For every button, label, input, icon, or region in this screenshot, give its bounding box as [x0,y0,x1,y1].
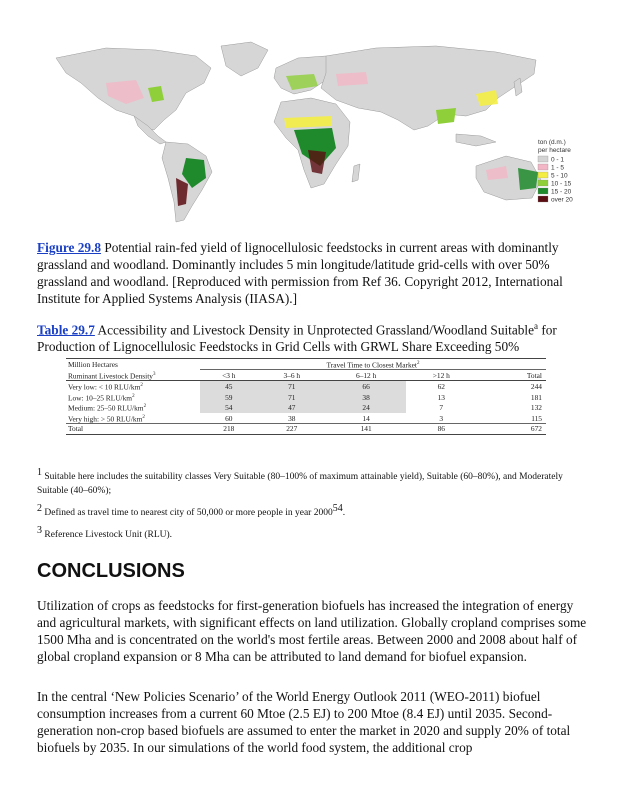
table-row [66,381,546,392]
table-cell: 244 [530,382,542,392]
legend-title-1: ton (d.m.) [538,139,566,146]
table-cell: 45 [200,381,258,392]
table-cell: 54 [200,402,258,412]
row-label: Very low: < 10 RLU/$km^2$ [68,382,143,392]
table-cell: 62 [437,382,445,392]
table-cell: 71 [258,392,326,402]
row-label: Medium: 25–50 RLU/$km^2$ [68,403,147,413]
col-header: <3 h [222,370,236,380]
table-cell: 672 [530,424,542,434]
table-cell: 60 [225,413,233,423]
section-heading: CONCLUSIONS [37,560,185,582]
row-label: Very high: > 50 RLU/$km^2$ [68,414,145,424]
table-caption [37,318,585,355]
legend-label: 0 - 1 [551,156,565,164]
legend-swatch [538,164,548,170]
col-header: 3–6 h [283,370,301,380]
paragraph-2: In the central ‘New Policies Scenario’ of the World Energy Outlook 2011 (WEO-2011) biofuel consumption increases from a current 60 Mtoe (2.5 EJ) to 200 Mtoe (8.4 EJ) until 2035. Second-generation non-crop based biofuels are assumed to enter the market in 2020 and supply 20% of total biofuels by 2035. In our simulations of the world food system, the additional crop [37,689,571,755]
legend-title-2: per hectare [538,147,571,154]
map-legend [538,139,573,204]
legend-swatch [538,196,548,202]
legend-swatch [538,156,548,162]
footnote-2: $^2$ Defined as travel time to nearest city of 50,000 or more people in year 2000$^{54}$. [37,503,346,519]
table-row [66,392,546,402]
legend-label: 1 - 5 [551,164,565,172]
row-header: Ruminant Livestock Density [68,371,153,381]
table-cell: 14 [362,413,370,423]
col-header: >12 h [432,370,450,380]
table-caption-text-1: Accessibility and Livestock Density in Unprotected Grassland/Woodland Suitable [94,322,535,338]
table-cell: 47 [258,402,326,412]
figure-link[interactable]: Figure 29.8 [37,240,102,255]
table-cell: 86 [437,424,445,434]
table-cell: 24 [326,402,406,412]
figure-caption [37,239,585,307]
legend-swatch [538,172,548,178]
table-cell: 7 [439,403,444,413]
world-yield-map [36,38,586,230]
footnote-1: $^1$ Suitable here includes the suitability classes Very Suitable (80–100% of maximum attainable yield), Suitable (60–80%), and Moderately Suitable (40–60%); [37,467,563,497]
legend-label: over 20 [551,196,573,204]
legend-label: 15 - 20 [551,188,572,196]
table-cell: 115 [531,413,542,423]
table-row [66,424,546,434]
row-label: Low: 10–25 RLU/$km^2$ [68,393,135,403]
legend-swatch [538,188,548,194]
col-header: 6–12 h [355,370,377,380]
table-cell: 181 [530,392,542,402]
legend-label: 10 - 15 [551,180,572,188]
legend-label: 5 - 10 [551,172,568,180]
table-caption-sup: a [534,321,539,331]
table-cell: 132 [530,403,542,413]
figure-caption-text: Potential rain-fed yield of lignocellulosic feedstocks in current areas with dominantly grassland and woodland. Dominantly includes 5 min longitude/latitude grid-cells with over 50% grassland and woodland. [Reproduced with permission from Ref 36. Copyright 2012, International Institute for Applied Systems Analysis (IIASA).] [37,240,563,306]
table-cell: 141 [360,424,372,434]
table-cell: 3 [439,413,444,423]
table-caption-text-2: for Production of Lignocellulosic Feedstocks in Grid Cells with GRWL Share Exceeding 50% [37,322,557,355]
unit-header: Million Hectares [68,359,118,369]
data-table: Million Hectares Travel Time to Closest Market$^2$ Ruminant Livestock Density$^3$ <3 h 3–6 h 6–12 h >12 h Total Very low: < 10 RLU/$km^2$ 45 71 66 62 244 Low: 10–25 RLU/$km^2$ 59 71 38 13 181 Medium: 25–50 RLU/$km^2$ 54 47 24 7 132 Very high: > 50 RLU/$km^2$ 60 38 14 3 115 Total 218 227 141 86 672 [66,358,546,458]
group-header: Travel Time to Closest Market [326,360,417,370]
table-cell: 227 [286,424,298,434]
table-cell: 38 [326,392,406,402]
table-cell: 71 [258,381,326,392]
table-link[interactable]: Table 29.7 [37,322,95,338]
legend-swatch [538,180,548,186]
table-row [66,413,546,424]
col-header: Total [526,370,542,380]
footnote-3: $^3$ Reference Livestock Unit (RLU). [37,525,173,541]
table-cell: 13 [437,392,445,402]
paragraph-1: Utilization of crops as feedstocks for first-generation biofuels has increased the integration of energy and agricultural markets, with significant effects on land utilization. Globally cropland comprises some 1500 Mha and is concentrated on the world's most fertile areas. Between 2000 and 2008 about half of global cropland expansion or 8 Mha can be attributed to land demand for biofuel expansion. [37,598,587,664]
table-cell: 59 [200,392,258,402]
table-cell: 218 [223,424,235,434]
table-cell: 66 [326,381,406,392]
table-cell: 38 [288,413,296,423]
row-label: Total [68,424,84,434]
table-row [66,402,546,412]
